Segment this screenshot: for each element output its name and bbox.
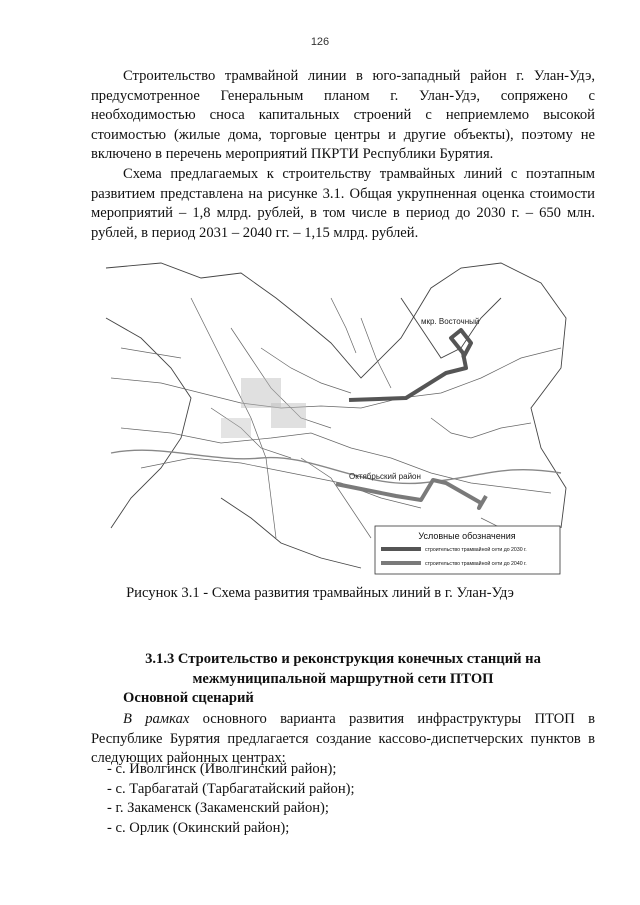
list-item: - г. Закаменск (Закаменский район); bbox=[107, 800, 329, 816]
list-item: - с. Иволгинск (Иволгинский район); bbox=[107, 761, 337, 777]
page-number: 126 bbox=[310, 36, 330, 48]
paragraph-tram-scheme: Схема предлагаемых к строительству трамвайных линий с поэтапным развитием представлена на рисунке 3.1. Общая укрупненная оценка стоимости мероприятий – 1,8 млрд. рублей, в том числе в период до 2030 г. – 650 млн. рублей, в период 2031 – 2040 гг. – 1,15 млрд. рублей. bbox=[91, 166, 595, 241]
paragraph-lead: В рамках bbox=[123, 711, 190, 727]
map-legend bbox=[375, 526, 560, 574]
legend-item-2040: строительство трамвайной сети до 2040 г. bbox=[425, 561, 527, 567]
district-centers-list bbox=[107, 760, 355, 838]
figure-caption: Рисунок 3.1 - Схема развития трамвайных линий в г. Улан-Удэ bbox=[126, 585, 514, 601]
paragraph-tram-southwest: Строительство трамвайной линии в юго-западный район г. Улан-Удэ, предусмотренное Генеральным планом г. Улан-Удэ, сопряжено с необходимостью сноса капитальных строений с неприемлемо высокой стоимостью (жилые дома, торговые центры и другие объекты), поэтому не включено в перечень мероприятий ПКРТИ Республики Бурятия. bbox=[91, 68, 595, 163]
tram-scheme-map bbox=[101, 258, 571, 577]
list-item: - с. Орлик (Окинский район); bbox=[107, 819, 290, 836]
section-heading: 3.1.3 Строительство и реконструкция конечных станций на межмуниципальной маршрутной сети ПТОП bbox=[145, 651, 541, 687]
legend-title: Условные обозначения bbox=[418, 531, 516, 541]
subsection-heading: Основной сценарий bbox=[123, 690, 254, 706]
label-vostochny: мкр. Восточный bbox=[421, 317, 480, 326]
list-item: - с. Тарбагатай (Тарбагатайский район); bbox=[107, 780, 355, 797]
legend-item-2030: строительство трамвайной сети до 2030 г. bbox=[425, 547, 527, 553]
paragraph-rest: основного варианта развития инфраструктуры ПТОП в Республике Бурятия предлагается создание кассово-диспетчерских пунктов в следующих районных центрах: bbox=[91, 711, 595, 767]
label-oktyabrsky: Октябрьский район bbox=[349, 472, 421, 481]
